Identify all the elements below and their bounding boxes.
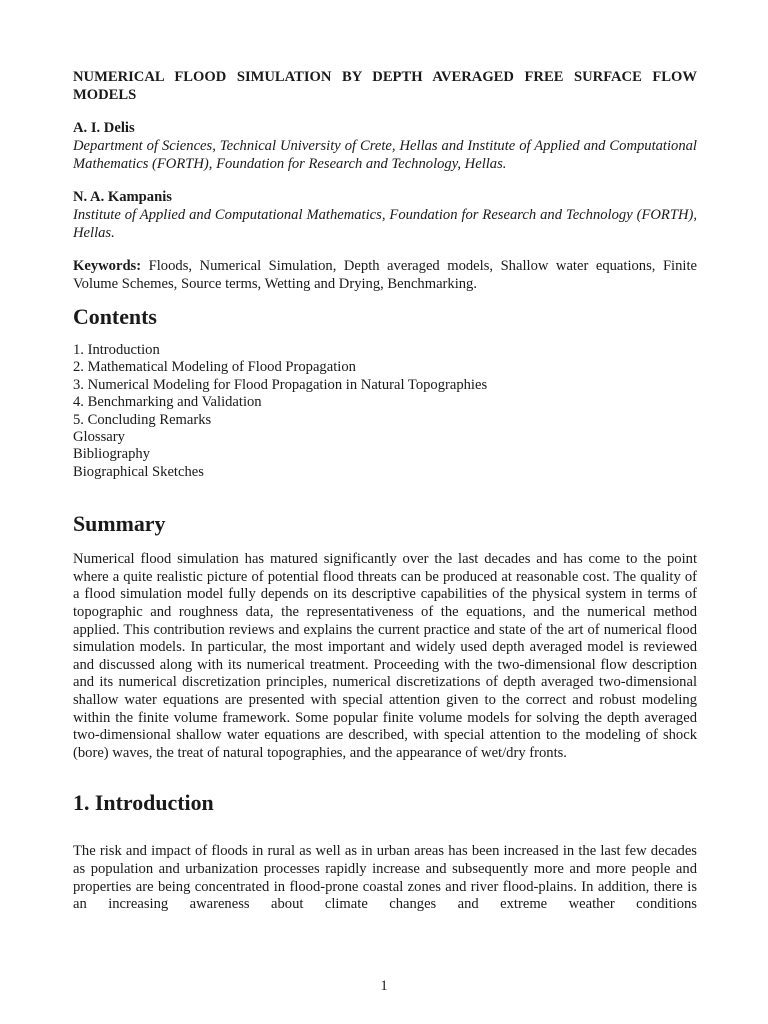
keywords-text: Floods, Numerical Simulation, Depth averaged models, Shallow water equations, Finite Volume Schemes, Source terms, Wetting and Drying, Benchmarking. <box>73 258 697 292</box>
contents-item: 4. Benchmarking and Validation <box>73 394 262 411</box>
author-affiliation: Institute of Applied and Computational Mathematics, Foundation for Research and Technology (FORTH), Hellas. <box>73 207 697 241</box>
paper-title: NUMERICAL FLOOD SIMULATION BY DEPTH AVERAGED FREE SURFACE FLOW MODELS <box>73 69 697 103</box>
contents-item: Biographical Sketches <box>73 463 204 480</box>
keywords <box>73 257 697 293</box>
author-name: A. I. Delis <box>73 120 135 136</box>
contents-item: 1. Introduction <box>73 342 160 358</box>
contents-item: 3. Numerical Modeling for Flood Propagation in Natural Topographies <box>73 376 488 393</box>
page-number: 1 <box>380 978 388 994</box>
introduction-heading: 1. Introduction <box>73 790 214 816</box>
author-affiliation: Department of Sciences, Technical University of Crete, Hellas and Institute of Applied and Computational Mathematics (FORTH), Foundation for Research and Technology, Hellas. <box>73 138 697 172</box>
contents-item: 2. Mathematical Modeling of Flood Propagation <box>73 359 356 376</box>
summary-heading: Summary <box>73 511 166 537</box>
contents-heading: Contents <box>73 304 157 329</box>
keywords-label: Keywords: <box>73 258 142 274</box>
summary-text: Numerical flood simulation has matured significantly over the last decades and has come to the point where a quite realistic picture of potential flood threats can be produced at reasonable cost. The quality of a flood simulation model fully depends on its descriptive capabilities of the physical system in terms of topographic and roughness data, the representativeness of the equations, and the numerical method applied. This contribution reviews and explains the current practice and state of the art of numerical flood simulation models. In particular, the most important and widely used depth averaged model is reviewed and discussed along with its numerical treatment. Proceeding with the two-dimensional flow description and its numerical discretization principles, numerical discretizations of depth averaged two-dimensional shallow water equations are presented with special attention given to the correct and robust modeling within the finite volume framework. Some popular finite volume models for solving the depth averaged two-dimensional shallow water equations are described, with special attention to the modeling of shock (bore) waves, the treat of natural topographies, and the appearance of wet/dry fronts. <box>73 551 697 761</box>
contents-item: Bibliography <box>73 446 151 463</box>
contents-list <box>73 342 697 481</box>
contents-item: 5. Concluding Remarks <box>73 411 212 428</box>
author-block-1 <box>73 119 697 173</box>
paper-page <box>73 68 697 914</box>
contents-item: Glossary <box>73 429 125 446</box>
author-name: N. A. Kampanis <box>73 189 172 205</box>
author-block-2 <box>73 188 697 242</box>
introduction-text: The risk and impact of floods in rural as well as in urban areas has been increased in the last few decades as population and urbanization processes rapidly increase and subsequently more and more people and properties are being concentrated in flood-prone coastal zones and river flood-plains. In addition, there is an increasing awareness about climate changes and extreme weather conditions <box>73 843 697 913</box>
